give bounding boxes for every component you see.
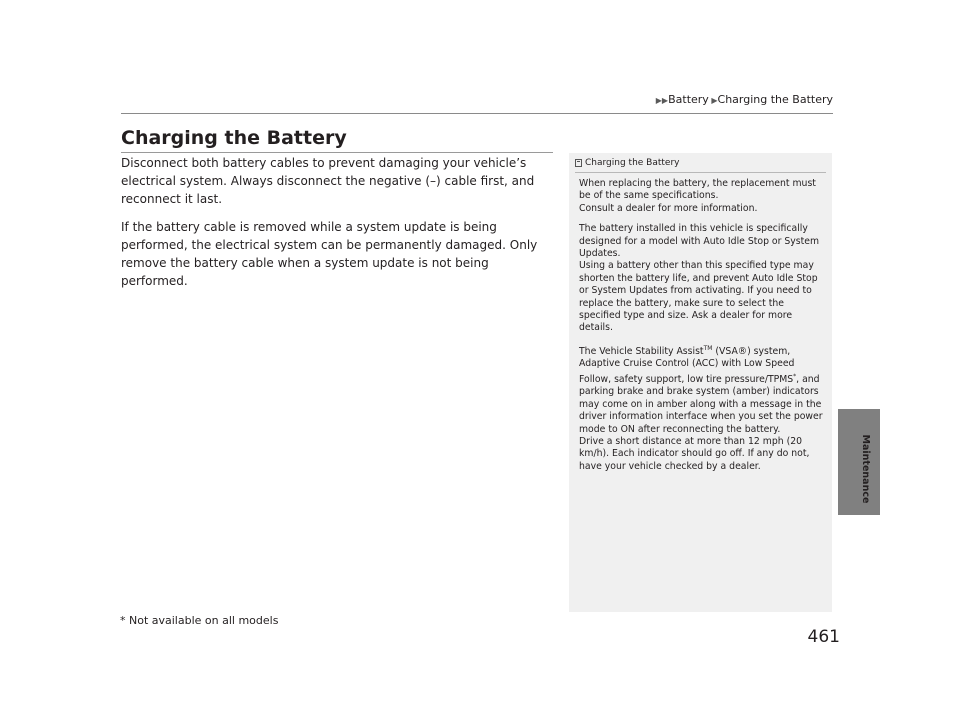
title-divider: [121, 152, 553, 153]
side-note-heading: [575, 153, 832, 169]
breadcrumb-item-battery[interactable]: Battery: [668, 93, 709, 106]
header-divider: [121, 113, 833, 114]
breadcrumb-arrow-icon: ▶: [708, 96, 718, 105]
trademark-mark: TM: [703, 344, 713, 352]
breadcrumb: [488, 93, 833, 106]
section-tab-label: Maintenance: [860, 434, 871, 504]
body-paragraph-2: If the battery cable is removed while a system update is being performed, the electrical system can be permanently damaged. Only remove the battery cable when a system update is not being performed.: [121, 220, 538, 288]
side-note-body: [569, 173, 832, 473]
footnote: * Not available on all models: [120, 614, 279, 627]
main-body: [121, 154, 555, 300]
page-number: 461: [807, 627, 840, 647]
note-box-icon: [575, 159, 582, 167]
side-note-heading-text: Charging the Battery: [585, 158, 680, 168]
side-note-panel: [569, 153, 832, 612]
breadcrumb-item-charging[interactable]: Charging the Battery: [717, 93, 833, 106]
side-note-para-3: [579, 343, 824, 473]
breadcrumb-arrow-icon: ▶▶: [655, 96, 669, 105]
side-note-para-3-b: (VSA®) system, Adaptive Cruise Control (ACC) with Low Speed Follow, safety support, low tire pressure/TPMS: [579, 345, 795, 385]
page-title: Charging the Battery: [121, 127, 347, 149]
side-note-para-3-c: , and parking brake and brake system (amber) indicators may come on in amber along with a message in the driver information interface when you set the power mode to ON after reconnecting the battery. Drive a short distance at more than 12 mph (20 km/h). Each indicator should go off. If any do not, have your vehicle checked by a dealer.: [579, 373, 823, 472]
footnote-star: *: [793, 372, 797, 380]
side-note-para-1: When replacing the battery, the replacement must be of the same specifications. Consult a dealer for more information.: [579, 178, 816, 214]
body-paragraph-1: Disconnect both battery cables to prevent damaging your vehicle’s electrical system. Always disconnect the negative (–) cable first, and reconnect it last.: [121, 156, 535, 206]
side-note-para-3-a: The Vehicle Stability Assist: [579, 345, 704, 357]
side-note-para-2: The battery installed in this vehicle is specifically designed for a model with Auto Idle Stop or System Updates. Using a battery other than this specified type may shorten the battery life, and prevent Auto Idle Stop or System Updates from activating. If you need to replace the battery, make sure to select the specified type and size. Ask a dealer for more details.: [579, 223, 820, 334]
